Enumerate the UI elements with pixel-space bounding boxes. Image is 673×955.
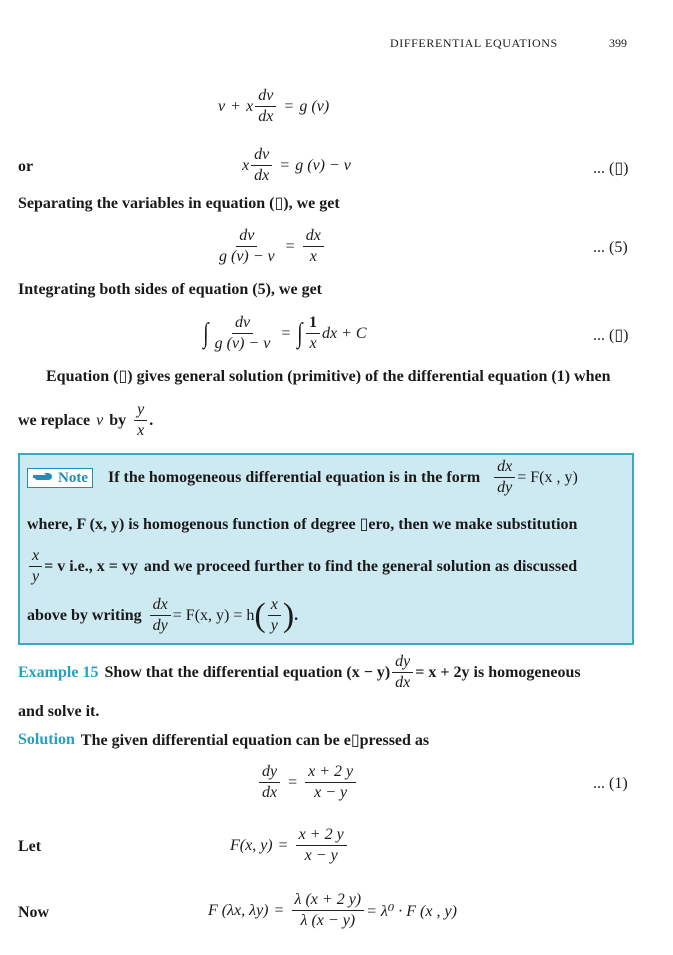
fraction-dv-dx <box>255 86 276 127</box>
note-line-4 <box>27 595 298 636</box>
right-paren: ) <box>282 596 295 634</box>
equation-integrated <box>202 313 367 354</box>
text: by <box>109 411 127 429</box>
denominator: dy <box>152 617 168 634</box>
left-paren: ( <box>254 596 266 634</box>
eq-op: = <box>288 773 298 791</box>
numerator: y <box>134 400 147 421</box>
fraction-rhs <box>296 825 347 866</box>
note-line-2: where, F (x, y) is homogenous function of degree ▯ero, then we make substitution <box>27 516 578 533</box>
fraction-x-over-y <box>268 595 281 636</box>
fraction-dx-dy <box>494 457 515 498</box>
text: The given differential equation can be e▯pressed as <box>80 732 430 749</box>
equation-x-dvdx <box>242 145 351 186</box>
text: Show that the differential equation (x − y) <box>104 663 391 681</box>
fraction-left <box>216 226 278 267</box>
eq-lhs: F(x, y) <box>230 836 273 854</box>
numerator: x + 2 y <box>305 762 356 783</box>
denominator: x − y <box>314 784 348 801</box>
equation-tag: ... (5) <box>593 239 628 256</box>
equation-F-lambda <box>208 890 457 931</box>
numerator: dx <box>494 457 515 478</box>
numerator: 1 <box>306 313 320 334</box>
fraction-dy-dx <box>392 652 413 693</box>
eq-op: = <box>284 97 294 115</box>
equation-tag: ... (▯) <box>593 327 629 344</box>
text-integrating: Integrating both sides of equation (5), we get <box>18 281 322 298</box>
denominator: g (v) − v <box>219 248 275 265</box>
text-separating: Separating the variables in equation (▯), we get <box>18 195 340 212</box>
numerator: dy <box>259 762 280 783</box>
eq-term: v <box>218 97 226 115</box>
eq-rhs: = λ⁰ · F (x , y) <box>366 902 457 920</box>
numerator: x + 2 y <box>296 825 347 846</box>
page-number: 399 <box>609 36 627 50</box>
eq-op: = <box>285 237 295 255</box>
denominator: x − y <box>304 847 338 864</box>
note-label: Note <box>58 470 88 486</box>
equation-v-plus-x-dvdx <box>218 86 329 127</box>
pointing-hand-icon <box>32 469 54 487</box>
let-label: Let <box>18 838 42 855</box>
fraction-dx-dy <box>150 595 171 636</box>
numerator: x <box>268 595 281 616</box>
text: = x + 2y is homogeneous <box>415 663 581 681</box>
fraction-one-over-x <box>306 313 320 354</box>
eq-op: = <box>278 836 288 854</box>
denominator: dx <box>258 108 274 125</box>
example-15-statement <box>18 652 581 693</box>
integral-sign: ∫ <box>203 317 209 349</box>
equation-tag: ... (1) <box>593 775 628 792</box>
equation-dydx <box>257 762 358 803</box>
text: If the homogeneous differential equation is in the form <box>108 468 481 486</box>
numerator: dx <box>303 226 324 247</box>
running-header: DIFFERENTIAL EQUATIONS <box>390 36 558 50</box>
integral-sign: ∫ <box>297 317 303 349</box>
fraction-lambda <box>292 890 365 931</box>
numerator: dy <box>392 652 413 673</box>
fraction-rhs <box>305 762 356 803</box>
eq-rhs: g (v) − v <box>295 156 351 174</box>
denominator: y <box>270 617 278 634</box>
denominator: λ (x − y) <box>300 912 356 929</box>
text: we replace <box>18 411 91 429</box>
text: and we proceed further to find the general solution as discussed <box>143 557 578 575</box>
numerator: dv <box>255 86 276 107</box>
eq-lhs: F (λx, λy) <box>208 901 269 919</box>
fraction-dy-dx <box>259 762 280 803</box>
denominator: dx <box>254 167 270 184</box>
numerator: dv <box>236 226 257 247</box>
numerator: λ (x + 2 y) <box>292 890 365 911</box>
fraction-dv-dx <box>251 145 272 186</box>
numerator: dv <box>251 145 272 166</box>
fraction-x-over-y <box>29 546 42 587</box>
note-box <box>18 453 634 645</box>
fraction-y-over-x <box>134 400 147 441</box>
eq-tail: dx + C <box>322 324 367 342</box>
fraction-left <box>212 313 274 354</box>
denominator: g (v) − v <box>214 335 271 352</box>
eq-term: x <box>246 97 254 115</box>
denominator: y <box>32 568 40 585</box>
eq-op: + <box>231 97 241 115</box>
denominator: x <box>309 335 317 352</box>
note-line-3 <box>27 546 577 587</box>
text-replace-v <box>18 400 153 441</box>
denominator: x <box>137 422 145 439</box>
equation-separated <box>214 226 326 267</box>
eq-rhs: g (v) <box>299 97 330 115</box>
or-label: or <box>18 158 34 175</box>
numerator: dv <box>232 313 253 334</box>
text-general-solution: Equation (▯) gives general solution (primitive) of the differential equation (1) when <box>46 368 611 385</box>
var-v: v <box>96 411 104 429</box>
eq-op: = <box>280 156 290 174</box>
example-line-2: and solve it. <box>18 703 100 720</box>
eq-op: = <box>281 324 291 342</box>
solution-label: Solution <box>18 731 75 748</box>
numerator: dx <box>150 595 171 616</box>
denominator: dx <box>395 674 411 691</box>
eq-op: = <box>274 901 284 919</box>
eq-rhs: = F(x , y) <box>517 468 578 486</box>
equation-F-definition <box>230 825 349 866</box>
text: above by writing <box>27 606 142 624</box>
solution-statement <box>18 730 429 750</box>
text: = v i.e., x = vy <box>44 557 138 575</box>
example-label: Example 15 <box>18 663 99 681</box>
note-badge <box>27 468 93 488</box>
note-line-1 <box>108 457 578 498</box>
denominator: dy <box>497 479 513 496</box>
eq-mid: = F(x, y) = h <box>172 606 255 624</box>
eq-term: x <box>242 156 250 174</box>
now-label: Now <box>18 904 50 921</box>
denominator: dx <box>262 784 278 801</box>
text: . <box>149 411 154 429</box>
text: . <box>294 606 299 624</box>
equation-tag: ... (▯) <box>593 160 629 177</box>
fraction-right <box>303 226 324 267</box>
numerator: x <box>29 546 42 567</box>
denominator: x <box>309 248 317 265</box>
